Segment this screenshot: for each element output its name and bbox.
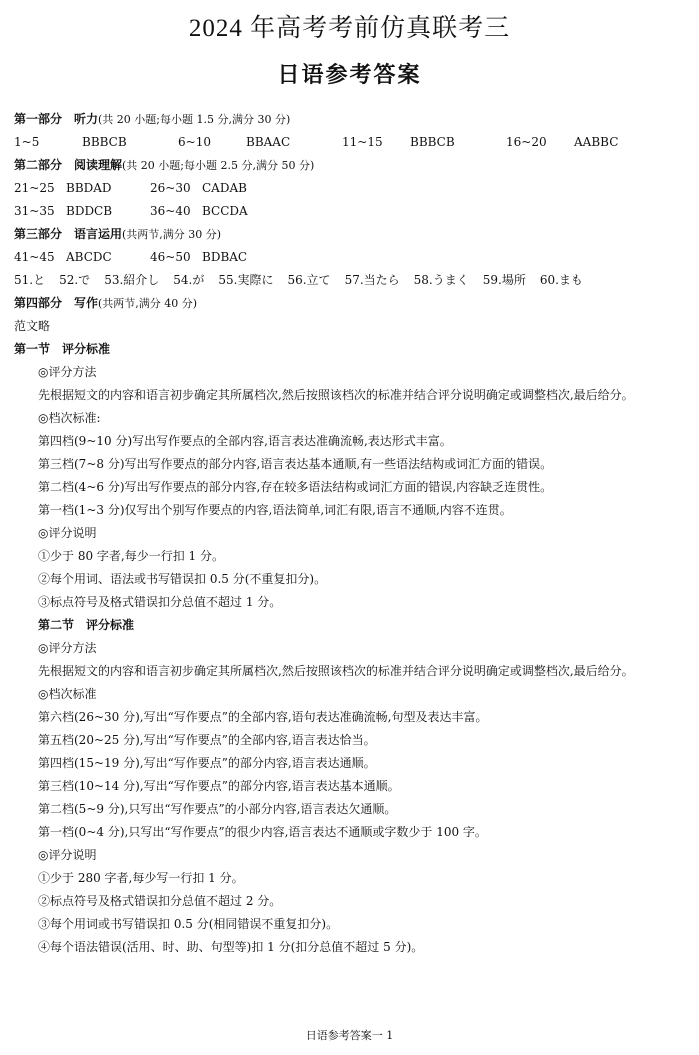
section1-notes-title: ◎评分说明 [38, 526, 97, 540]
section1-note: ③标点符号及格式错误扣分总值不超过 1 分。 [38, 595, 282, 609]
part1-heading-line [14, 108, 686, 131]
fill-answer: 60.まも [539, 273, 583, 287]
answer-key: BBBCB [82, 135, 127, 149]
section2-note: ④每个语法错误(活用、时、助、句型等)扣 1 分(扣分总值不超过 5 分)。 [38, 940, 424, 954]
part1-heading: 第一部分 听力 [14, 112, 99, 126]
section2-level: 第三档(10~14 分),写出“写作要点”的部分内容,语言表达基本通顺。 [38, 779, 400, 793]
fill-answer: 56.立て [287, 273, 331, 287]
fill-answer: 51.と [14, 273, 46, 287]
section2-heading: 第二节 评分标准 [38, 618, 135, 632]
section1-levels-title: ◎档次标准: [38, 411, 101, 425]
answer-range: 1~5 [14, 135, 40, 149]
sample-essay-note: 范文略 [14, 319, 51, 333]
answer-range: 46~50 [150, 250, 191, 264]
answer-key: AABBC [574, 135, 619, 149]
section2-level: 第六档(26~30 分),写出“写作要点”的全部内容,语句表达准确流畅,句型及表达丰富。 [38, 710, 488, 724]
section1-level: 第三档(7~8 分)写出写作要点的部分内容,语言表达基本通顺,有一些语法结构或词汇方面的错误。 [38, 457, 553, 471]
part3-note: (共两节,满分 30 分) [122, 228, 222, 241]
section2-level: 第一档(0~4 分),只写出“写作要点”的很少内容,语言表达不通顺或字数少于 100 字。 [38, 825, 487, 839]
answer-key: CADAB [202, 181, 247, 195]
section1-level: 第一档(1~3 分)仅写出个别写作要点的内容,语法简单,词汇有限,语言不通顺,内容不连贯。 [38, 503, 512, 517]
fill-answer: 52.で [59, 273, 91, 287]
section1-method-text: 先根据短文的内容和语言初步确定其所属档次,然后按照该档次的标准并结合评分说明确定或调整档次,最后给分。 [38, 388, 634, 402]
fill-answer: 54.が [173, 273, 205, 287]
section2-level: 第二档(5~9 分),只写出“写作要点”的小部分内容,语言表达欠通顺。 [38, 802, 397, 816]
fill-answer: 59.場所 [482, 273, 526, 287]
section2-level: 第五档(20~25 分),写出“写作要点”的全部内容,语言表达恰当。 [38, 733, 376, 747]
document-subtitle: 日语参考答案 [277, 63, 422, 88]
fill-answer: 58.うまく [413, 273, 469, 287]
section2-note: ②标点符号及格式错误扣分总值不超过 2 分。 [38, 894, 282, 908]
answer-range: 6~10 [178, 135, 211, 149]
section1-level: 第二档(4~6 分)写出写作要点的部分内容,存在较多语法结构或词汇方面的错误,内容缺乏连贯性。 [38, 480, 553, 494]
answer-key: ABCDC [66, 250, 112, 264]
answer-range: 31~35 [14, 204, 55, 218]
part4-heading-line [14, 292, 686, 315]
part4-note: (共两节,满分 40 分) [98, 297, 198, 310]
part2-answers-row2 [14, 200, 686, 223]
section1-note: ②每个用词、语法或书写错误扣 0.5 分(不重复扣分)。 [38, 572, 327, 586]
answer-content [14, 108, 686, 959]
section2-method-text: 先根据短文的内容和语言初步确定其所属档次,然后按照该档次的标准并结合评分说明确定或调整档次,最后给分。 [38, 664, 634, 678]
section2-method-title: ◎评分方法 [38, 641, 97, 655]
section2-levels-title: ◎档次标准 [38, 687, 97, 701]
answer-range: 26~30 [150, 181, 191, 195]
section1-heading: 第一节 评分标准 [14, 342, 111, 356]
section2-note: ③每个用词或书写错误扣 0.5 分(相同错误不重复扣分)。 [38, 917, 339, 931]
part3-answers-row [14, 246, 686, 269]
section1-level: 第四档(9~10 分)写出写作要点的全部内容,语言表达准确流畅,表达形式丰富。 [38, 434, 452, 448]
answer-key: BCCDA [202, 204, 248, 218]
answer-range: 36~40 [150, 204, 191, 218]
section1-note: ①少于 80 字者,每少一行扣 1 分。 [38, 549, 224, 563]
answer-key: BBBCB [410, 135, 455, 149]
document-title: 2024 年高考考前仿真联考三 [188, 15, 511, 42]
answer-range: 41~45 [14, 250, 55, 264]
answer-key: BBAAC [246, 135, 291, 149]
answer-key: BDDCB [66, 204, 113, 218]
fill-answer: 53.紹介し [104, 273, 160, 287]
part3-heading: 第三部分 语言运用 [14, 227, 123, 241]
fill-answer: 57.当たら [344, 273, 400, 287]
section1-method-title: ◎评分方法 [38, 365, 97, 379]
section2-level: 第四档(15~19 分),写出“写作要点”的部分内容,语言表达通顺。 [38, 756, 376, 770]
part4-heading: 第四部分 写作 [14, 296, 99, 310]
part3-fill-answers [14, 269, 686, 292]
answer-range: 16~20 [506, 135, 547, 149]
answer-range: 11~15 [342, 135, 383, 149]
answer-range: 21~25 [14, 181, 55, 195]
part1-answers [14, 131, 686, 154]
answer-key: BBDAD [66, 181, 112, 195]
fill-answer: 55.実際に [218, 273, 274, 287]
section2-note: ①少于 280 字者,每少写一行扣 1 分。 [38, 871, 244, 885]
part1-note: (共 20 小题;每小题 1.5 分,满分 30 分) [98, 113, 291, 126]
part3-heading-line [14, 223, 686, 246]
part2-note: (共 20 小题;每小题 2.5 分,满分 50 分) [122, 159, 315, 172]
page-footer: 日语参考答案一 1 [305, 1029, 394, 1042]
section2-notes-title: ◎评分说明 [38, 848, 97, 862]
part2-answers-row1 [14, 177, 686, 200]
answer-key: BDBAC [202, 250, 248, 264]
part2-heading-line [14, 154, 686, 177]
part2-heading: 第二部分 阅读理解 [14, 158, 123, 172]
